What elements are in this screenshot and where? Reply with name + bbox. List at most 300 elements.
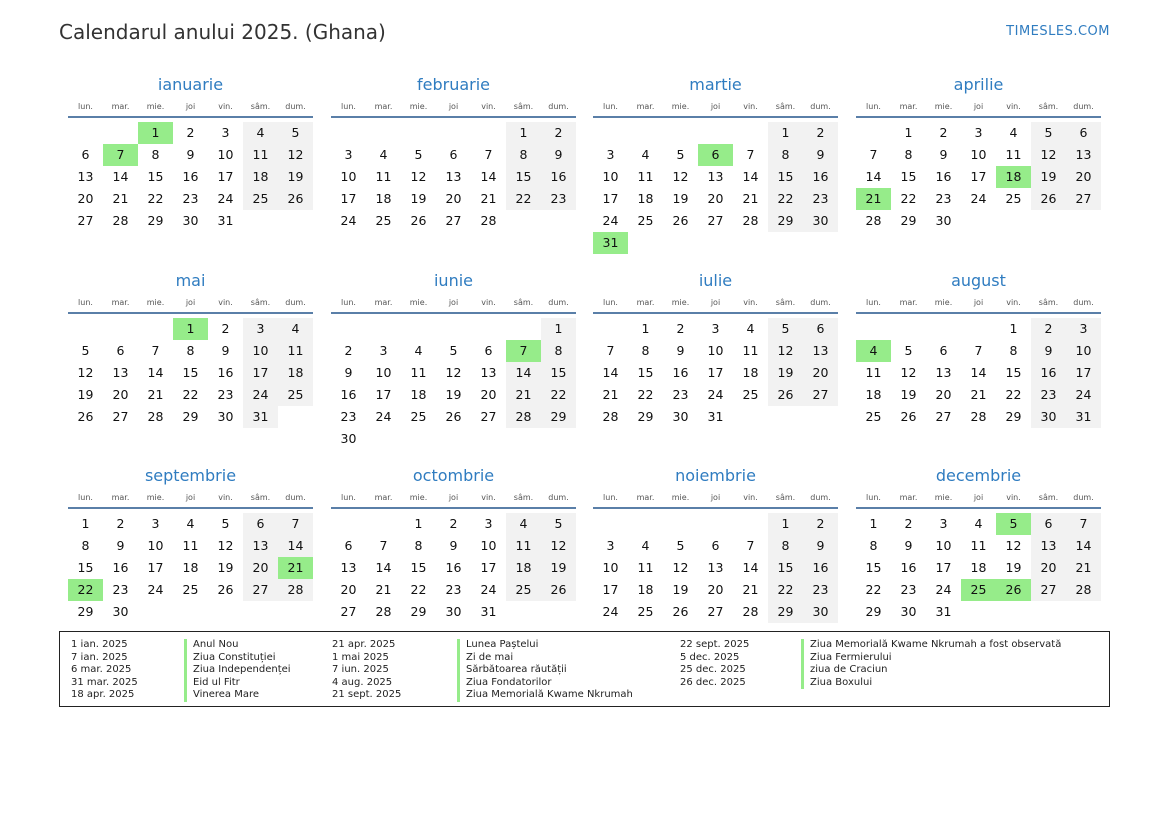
day-cell: 11 xyxy=(182,538,199,553)
legend-date: 18 apr. 2025 xyxy=(71,689,135,700)
day-cell: 5 xyxy=(278,122,313,144)
empty-cell xyxy=(506,210,541,232)
weekday-label: sâm. xyxy=(775,102,796,111)
weekday-label: lun. xyxy=(78,298,93,307)
empty-cell xyxy=(961,601,996,623)
day-cell: 17 xyxy=(340,191,357,206)
day-cell: 18 xyxy=(742,365,759,380)
day-grid xyxy=(68,118,313,232)
day-cell: 16 xyxy=(672,365,689,380)
day-cell: 8 xyxy=(81,538,90,553)
day-cell: 3 xyxy=(379,343,388,358)
weekday-label: sâm. xyxy=(513,493,534,502)
day-cell: 24 xyxy=(375,409,392,424)
day-cell: 27 xyxy=(1031,579,1066,601)
day-cell: 18 xyxy=(637,191,654,206)
empty-cell xyxy=(1031,210,1066,232)
legend-date: 21 sept. 2025 xyxy=(332,689,402,700)
weekday-label: lun. xyxy=(866,493,881,502)
empty-cell xyxy=(436,318,471,340)
month-name: august xyxy=(951,271,1006,290)
legend-date: 7 ian. 2025 xyxy=(71,651,128,663)
day-cell: 25 xyxy=(506,579,541,601)
day-cell: 4 xyxy=(974,516,983,531)
day-cell: 7 xyxy=(869,147,878,162)
day-cell: 4 xyxy=(641,538,650,553)
day-cell: 3 xyxy=(606,147,615,162)
weekday-label: mie. xyxy=(146,102,165,111)
legend-holiday-name: Ziua Fondatorilor xyxy=(457,677,633,690)
day-cell: 5 xyxy=(676,538,685,553)
empty-cell xyxy=(733,513,768,535)
day-cell: 12 xyxy=(217,538,234,553)
day-cell: 26 xyxy=(77,409,94,424)
weekday-header xyxy=(331,296,576,314)
day-cell: 20 xyxy=(1031,557,1066,579)
weekday-label: mie. xyxy=(671,298,690,307)
empty-cell xyxy=(366,318,401,340)
legend-holiday-name: Eid ul Fitr xyxy=(184,677,291,690)
day-cell: 10 xyxy=(602,560,619,575)
day-cell: 18 xyxy=(506,557,541,579)
day-cell: 17 xyxy=(480,560,497,575)
day-cell: 28 xyxy=(480,213,497,228)
day-cell: 6 xyxy=(939,343,948,358)
empty-cell xyxy=(401,318,436,340)
weekday-label: mie. xyxy=(934,298,953,307)
day-cell: 12 xyxy=(1031,144,1066,166)
day-cell: 16 xyxy=(803,557,838,579)
empty-cell xyxy=(331,318,366,340)
legend-dates-col xyxy=(680,639,749,689)
day-cell: 24 xyxy=(970,191,987,206)
day-cell: 19 xyxy=(410,191,427,206)
empty-cell xyxy=(628,232,663,254)
day-cell: 29 xyxy=(182,409,199,424)
weekday-label: joi xyxy=(973,102,984,111)
day-cell: 25 xyxy=(637,604,654,619)
day-cell: 17 xyxy=(707,365,724,380)
empty-cell xyxy=(733,406,768,428)
day-cell: 19 xyxy=(672,582,689,597)
empty-cell xyxy=(506,601,541,623)
day-cell: 25 xyxy=(742,387,759,402)
weekday-label: mie. xyxy=(409,298,428,307)
empty-cell xyxy=(208,601,243,623)
empty-cell xyxy=(768,232,803,254)
day-cell: 4 xyxy=(414,343,423,358)
day-cell: 14 xyxy=(506,362,541,384)
weekday-label: joi xyxy=(710,102,721,111)
legend-holiday-name: Lunea Paștelui xyxy=(457,639,633,652)
weekday-label: dum. xyxy=(285,102,306,111)
day-cell: 17 xyxy=(375,387,392,402)
day-cell: 22 xyxy=(768,579,803,601)
empty-cell xyxy=(243,210,278,232)
day-cell: 14 xyxy=(742,560,759,575)
day-cell: 1 xyxy=(414,516,423,531)
day-cell: 16 xyxy=(935,169,952,184)
month-ianuarie xyxy=(68,74,313,232)
day-cell: 27 xyxy=(1066,188,1101,210)
day-cell: 11 xyxy=(970,538,987,553)
empty-cell xyxy=(698,513,733,535)
weekday-label: mar. xyxy=(899,493,918,502)
day-cell: 30 xyxy=(900,604,917,619)
empty-cell xyxy=(471,122,506,144)
weekday-label: dum. xyxy=(548,493,569,502)
day-cell: 28 xyxy=(112,213,129,228)
day-cell: 22 xyxy=(182,387,199,402)
day-cell: 14 xyxy=(970,365,987,380)
month-name: iunie xyxy=(433,271,473,290)
day-cell: 22 xyxy=(410,582,427,597)
legend-date: 22 sept. 2025 xyxy=(680,639,750,650)
day-cell: 8 xyxy=(641,343,650,358)
day-cell: 16 xyxy=(217,365,234,380)
month-name: aprilie xyxy=(953,75,1004,94)
day-cell: 15 xyxy=(1005,365,1022,380)
day-cell: 23 xyxy=(900,582,917,597)
day-cell: 28 xyxy=(506,406,541,428)
weekday-label: mar. xyxy=(111,298,130,307)
legend-holiday-name: Vinerea Mare xyxy=(184,689,291,702)
day-cell: 20 xyxy=(480,387,497,402)
day-cell: 4 xyxy=(506,513,541,535)
day-cell: 7 xyxy=(506,340,541,362)
day-cell: 22 xyxy=(147,191,164,206)
day-cell: 9 xyxy=(116,538,125,553)
weekday-label: vin. xyxy=(1006,298,1021,307)
month-iulie xyxy=(593,270,838,428)
day-cell: 28 xyxy=(742,213,759,228)
day-cell: 12 xyxy=(445,365,462,380)
day-cell: 28 xyxy=(278,579,313,601)
weekday-label: joi xyxy=(710,298,721,307)
day-cell: 19 xyxy=(541,557,576,579)
page-title: Calendarul anului 2025. (Ghana) xyxy=(59,20,386,44)
day-cell: 21 xyxy=(742,191,759,206)
day-cell: 28 xyxy=(147,409,164,424)
day-cell: 11 xyxy=(1005,147,1022,162)
day-cell: 3 xyxy=(711,321,720,336)
day-cell: 20 xyxy=(803,362,838,384)
day-cell: 28 xyxy=(602,409,619,424)
day-cell: 3 xyxy=(974,125,983,140)
day-cell: 7 xyxy=(606,343,615,358)
weekday-label: mie. xyxy=(409,102,428,111)
day-cell: 11 xyxy=(278,340,313,362)
day-cell: 1 xyxy=(1009,321,1018,336)
month-august xyxy=(856,270,1101,428)
day-cell: 10 xyxy=(602,169,619,184)
weekday-label: lun. xyxy=(603,298,618,307)
day-cell: 21 xyxy=(1066,557,1101,579)
day-cell: 13 xyxy=(445,169,462,184)
day-cell: 24 xyxy=(217,191,234,206)
day-cell: 24 xyxy=(1066,384,1101,406)
weekday-label: mie. xyxy=(671,102,690,111)
day-cell: 23 xyxy=(182,191,199,206)
day-cell: 24 xyxy=(340,213,357,228)
day-cell: 15 xyxy=(768,166,803,188)
day-cell: 30 xyxy=(217,409,234,424)
day-cell: 21 xyxy=(602,387,619,402)
weekday-label: lun. xyxy=(78,493,93,502)
day-cell: 8 xyxy=(869,538,878,553)
weekday-label: joi xyxy=(185,493,196,502)
day-cell: 1 xyxy=(869,516,878,531)
day-cell: 5 xyxy=(221,516,230,531)
weekday-label: joi xyxy=(448,102,459,111)
day-cell: 28 xyxy=(1066,579,1101,601)
day-cell: 29 xyxy=(541,406,576,428)
weekday-label: dum. xyxy=(285,298,306,307)
day-cell: 14 xyxy=(865,169,882,184)
day-cell: 5 xyxy=(676,147,685,162)
weekday-label: lun. xyxy=(866,102,881,111)
empty-cell xyxy=(698,232,733,254)
empty-cell xyxy=(698,122,733,144)
day-cell: 30 xyxy=(340,431,357,446)
holiday-legend xyxy=(59,631,1110,707)
day-cell: 20 xyxy=(707,582,724,597)
day-cell: 1 xyxy=(138,122,173,144)
empty-cell xyxy=(138,601,173,623)
day-cell: 29 xyxy=(768,210,803,232)
legend-holiday-name: Anul Nou xyxy=(184,639,291,652)
day-cell: 30 xyxy=(445,604,462,619)
empty-cell xyxy=(733,232,768,254)
day-cell: 29 xyxy=(637,409,654,424)
day-cell: 31 xyxy=(217,213,234,228)
weekday-label: sâm. xyxy=(513,298,534,307)
day-cell: 22 xyxy=(768,188,803,210)
day-cell: 12 xyxy=(410,169,427,184)
month-octombrie xyxy=(331,465,576,623)
day-cell: 9 xyxy=(803,535,838,557)
day-cell: 19 xyxy=(445,387,462,402)
day-cell: 17 xyxy=(970,169,987,184)
day-cell: 10 xyxy=(480,538,497,553)
day-cell: 11 xyxy=(865,365,882,380)
day-cell: 29 xyxy=(410,604,427,619)
weekday-label: dum. xyxy=(285,493,306,502)
month-name: septembrie xyxy=(144,466,237,485)
empty-cell xyxy=(961,318,996,340)
weekday-label: vin. xyxy=(218,298,233,307)
day-cell: 16 xyxy=(182,169,199,184)
legend-dates-col xyxy=(332,639,401,702)
day-cell: 15 xyxy=(77,560,94,575)
day-cell: 20 xyxy=(112,387,129,402)
day-cell: 2 xyxy=(939,125,948,140)
day-cell: 8 xyxy=(1009,343,1018,358)
brand-link[interactable]: TIMESLES.COM xyxy=(1006,24,1110,39)
day-cell: 2 xyxy=(449,516,458,531)
day-cell: 1 xyxy=(904,125,913,140)
day-cell: 1 xyxy=(768,513,803,535)
day-cell: 11 xyxy=(410,365,427,380)
day-cell: 28 xyxy=(865,213,882,228)
day-cell: 27 xyxy=(340,604,357,619)
day-cell: 19 xyxy=(77,387,94,402)
empty-cell xyxy=(68,318,103,340)
day-cell: 18 xyxy=(375,191,392,206)
day-cell: 21 xyxy=(278,557,313,579)
legend-date: 6 mar. 2025 xyxy=(71,664,132,675)
day-cell: 16 xyxy=(900,560,917,575)
day-cell: 20 xyxy=(340,582,357,597)
day-cell: 25 xyxy=(865,409,882,424)
day-cell: 24 xyxy=(480,582,497,597)
weekday-label: vin. xyxy=(218,102,233,111)
weekday-label: mar. xyxy=(374,493,393,502)
day-cell: 13 xyxy=(340,560,357,575)
legend-date: 21 apr. 2025 xyxy=(332,639,396,650)
day-cell: 5 xyxy=(996,513,1031,535)
day-cell: 19 xyxy=(672,191,689,206)
day-cell: 29 xyxy=(1005,409,1022,424)
weekday-label: joi xyxy=(973,298,984,307)
day-cell: 8 xyxy=(541,340,576,362)
day-cell: 1 xyxy=(506,122,541,144)
month-name: decembrie xyxy=(935,466,1022,485)
day-cell: 20 xyxy=(445,191,462,206)
day-cell: 8 xyxy=(414,538,423,553)
empty-cell xyxy=(401,122,436,144)
empty-cell xyxy=(278,210,313,232)
day-cell: 10 xyxy=(340,169,357,184)
day-cell: 10 xyxy=(375,365,392,380)
day-cell: 23 xyxy=(803,188,838,210)
day-grid xyxy=(593,314,838,428)
weekday-label: mar. xyxy=(899,102,918,111)
day-cell: 22 xyxy=(68,579,103,601)
day-cell: 9 xyxy=(449,538,458,553)
weekday-label: vin. xyxy=(1006,493,1021,502)
weekday-label: mar. xyxy=(111,102,130,111)
day-cell: 26 xyxy=(217,582,234,597)
weekday-label: mie. xyxy=(409,493,428,502)
day-cell: 19 xyxy=(1031,166,1066,188)
day-cell: 8 xyxy=(506,144,541,166)
day-cell: 14 xyxy=(602,365,619,380)
empty-cell xyxy=(278,406,313,428)
day-cell: 27 xyxy=(803,384,838,406)
day-cell: 23 xyxy=(803,579,838,601)
day-cell: 25 xyxy=(243,188,278,210)
day-cell: 23 xyxy=(672,387,689,402)
day-cell: 20 xyxy=(77,191,94,206)
day-cell: 3 xyxy=(221,125,230,140)
empty-cell xyxy=(436,122,471,144)
day-cell: 21 xyxy=(970,387,987,402)
day-cell: 5 xyxy=(449,343,458,358)
month-aprilie xyxy=(856,74,1101,232)
day-cell: 18 xyxy=(637,582,654,597)
day-cell: 18 xyxy=(996,166,1031,188)
day-cell: 4 xyxy=(856,340,891,362)
day-cell: 10 xyxy=(707,343,724,358)
weekday-header xyxy=(856,100,1101,118)
day-cell: 18 xyxy=(970,560,987,575)
empty-cell xyxy=(996,210,1031,232)
legend-date: 1 mai 2025 xyxy=(332,651,389,663)
day-cell: 9 xyxy=(344,365,353,380)
day-cell: 20 xyxy=(935,387,952,402)
day-cell: 10 xyxy=(147,538,164,553)
day-cell: 26 xyxy=(445,409,462,424)
empty-cell xyxy=(331,513,366,535)
empty-cell xyxy=(278,601,313,623)
legend-holiday-name: Ziua Boxului xyxy=(801,677,1061,690)
day-cell: 30 xyxy=(672,409,689,424)
weekday-header xyxy=(593,296,838,314)
empty-cell xyxy=(471,318,506,340)
day-cell: 13 xyxy=(1031,535,1066,557)
day-cell: 19 xyxy=(900,387,917,402)
day-cell: 3 xyxy=(344,147,353,162)
day-grid xyxy=(856,118,1101,232)
day-cell: 7 xyxy=(278,513,313,535)
legend-date: 1 ian. 2025 xyxy=(71,639,128,650)
day-cell: 16 xyxy=(1031,362,1066,384)
day-grid xyxy=(331,314,576,450)
day-cell: 21 xyxy=(742,582,759,597)
month-martie xyxy=(593,74,838,254)
month-name: iulie xyxy=(698,271,733,290)
day-cell: 15 xyxy=(147,169,164,184)
empty-cell xyxy=(243,601,278,623)
day-cell: 5 xyxy=(904,343,913,358)
day-cell: 4 xyxy=(746,321,755,336)
legend-holiday-name: Zi de mai xyxy=(457,652,633,665)
weekday-header xyxy=(593,100,838,118)
day-cell: 9 xyxy=(939,147,948,162)
weekday-label: dum. xyxy=(810,298,831,307)
day-cell: 18 xyxy=(278,362,313,384)
day-grid xyxy=(331,118,576,232)
empty-cell xyxy=(506,318,541,340)
day-cell: 2 xyxy=(221,321,230,336)
day-cell: 1 xyxy=(541,318,576,340)
day-cell: 27 xyxy=(243,579,278,601)
day-cell: 19 xyxy=(217,560,234,575)
legend-names-col xyxy=(457,639,633,702)
day-cell: 17 xyxy=(935,560,952,575)
weekday-header xyxy=(856,491,1101,509)
legend-date: 5 dec. 2025 xyxy=(680,651,740,663)
day-cell: 2 xyxy=(803,513,838,535)
day-cell: 12 xyxy=(1005,538,1022,553)
day-cell: 28 xyxy=(375,604,392,619)
day-cell: 21 xyxy=(856,188,891,210)
day-cell: 15 xyxy=(410,560,427,575)
day-cell: 17 xyxy=(217,169,234,184)
weekday-label: mie. xyxy=(934,493,953,502)
day-cell: 9 xyxy=(186,147,195,162)
legend-holiday-name: Ziua Memorială Kwame Nkrumah a fost observată xyxy=(801,639,1061,652)
day-cell: 30 xyxy=(935,213,952,228)
day-cell: 6 xyxy=(1031,513,1066,535)
day-cell: 30 xyxy=(182,213,199,228)
empty-cell xyxy=(173,601,208,623)
legend-names-col xyxy=(184,639,291,702)
day-cell: 6 xyxy=(116,343,125,358)
day-cell: 14 xyxy=(147,365,164,380)
month-mai xyxy=(68,270,313,428)
